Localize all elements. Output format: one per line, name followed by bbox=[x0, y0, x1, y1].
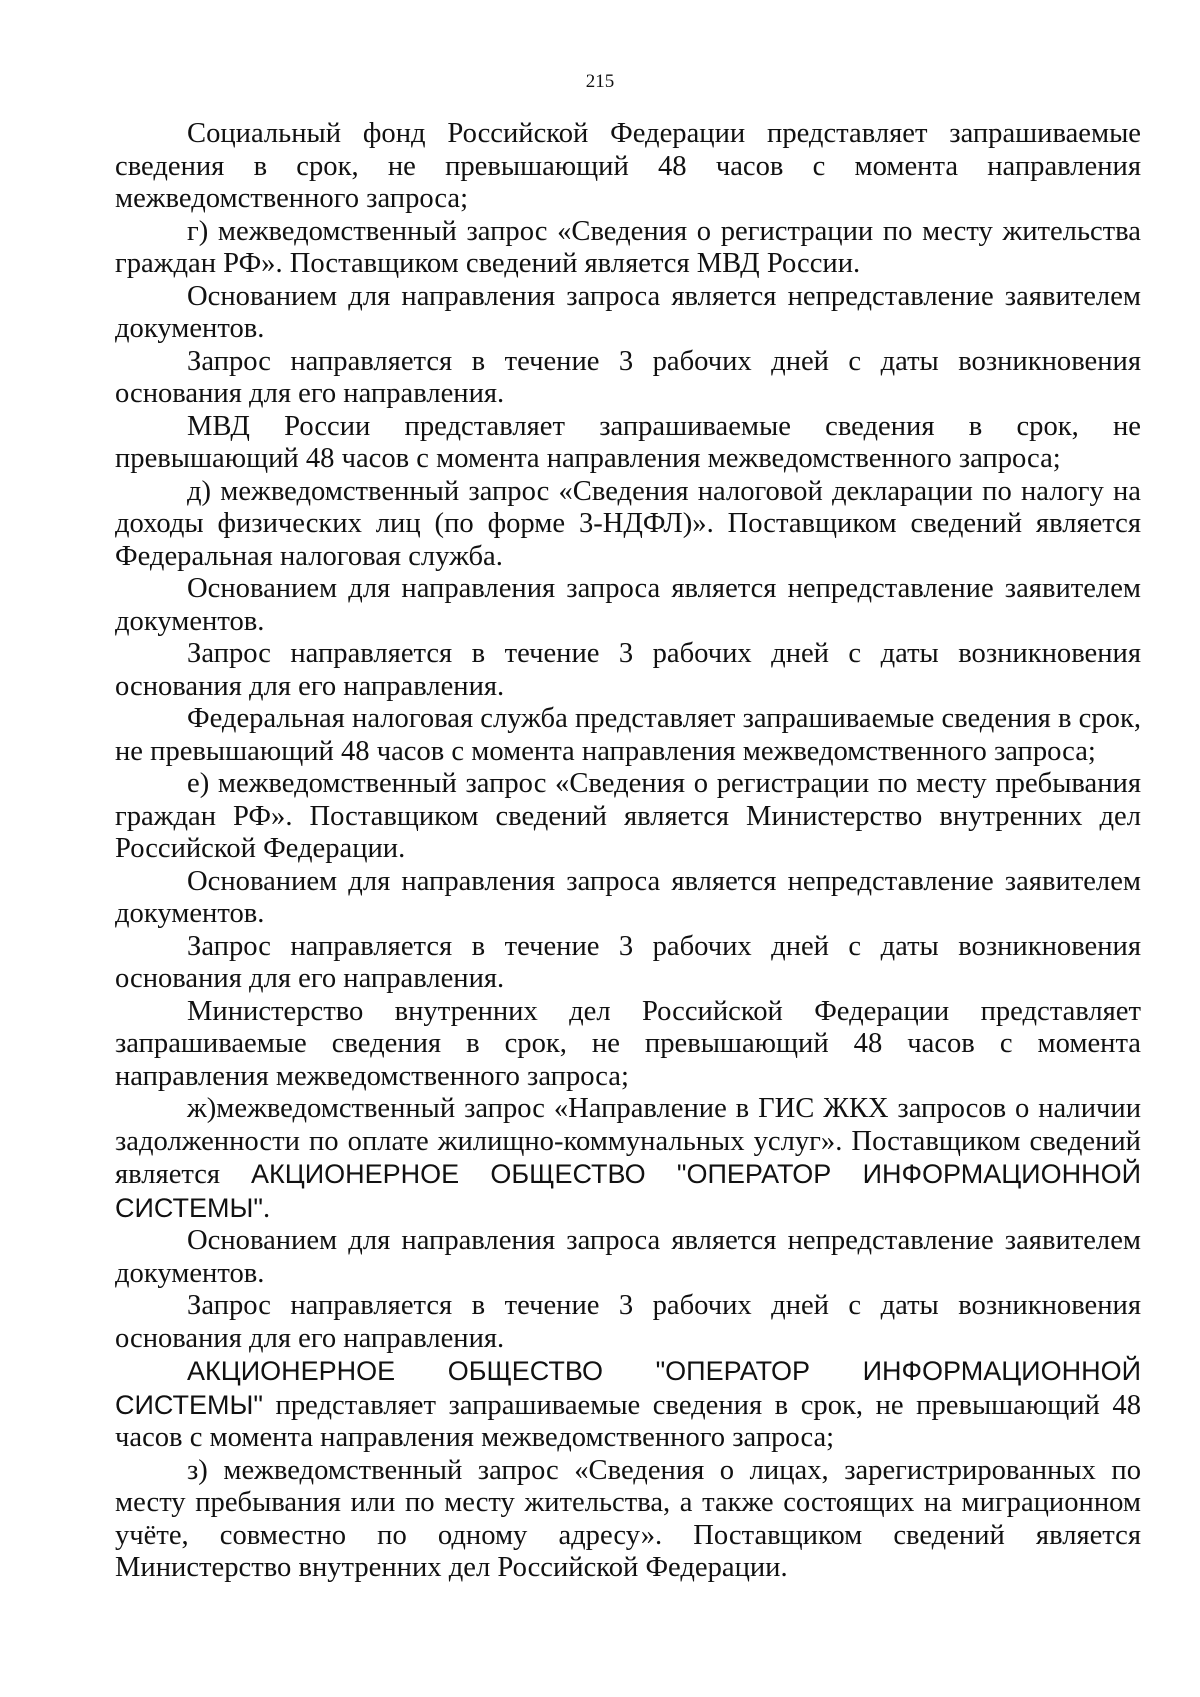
paragraph-request-d: д) межведомственный запрос «Сведения налоговой декларации по налогу на доходы физических лиц (по форме 3-НДФЛ)». Поставщиком сведений является Федеральная налоговая служба. bbox=[115, 475, 1141, 572]
operator-organization-name: АКЦИОНЕРНОЕ ОБЩЕСТВО "ОПЕРАТОР ИНФОРМАЦИОННОЙ СИСТЕМЫ" bbox=[115, 1356, 1141, 1420]
paragraph-request-g: г) межведомственный запрос «Сведения о регистрации по месту жительства граждан РФ». Поставщиком сведений является МВД России. bbox=[115, 215, 1141, 279]
paragraph-mvd-response: МВД России представляет запрашиваемые сведения в срок, не превышающий 48 часов с момента направления межведомственного запроса; bbox=[115, 410, 1141, 474]
paragraph-fns-response: Федеральная налоговая служба представляет запрашиваемые сведения в срок, не превышающий 48 часов с момента направления межведомственного запроса; bbox=[115, 703, 1141, 767]
paragraph-grounds: Основанием для направления запроса является непредставление заявителем документов. bbox=[115, 573, 1141, 637]
paragraph-deadline: Запрос направляется в течение 3 рабочих дней с даты возникновения основания для его направления. bbox=[115, 930, 1141, 994]
operator-response-text: представляет запрашиваемые сведения в срок, не превышающий 48 часов с момента направления межведомственного запроса; bbox=[115, 1389, 1141, 1453]
request-zh-end: . bbox=[263, 1192, 271, 1224]
operator-organization-name: АКЦИОНЕРНОЕ ОБЩЕСТВО "ОПЕРАТОР ИНФОРМАЦИОННОЙ СИСТЕМЫ" bbox=[115, 1159, 1141, 1223]
paragraph-grounds: Основанием для направления запроса является непредставление заявителем документов. bbox=[115, 280, 1141, 344]
paragraph-operator-response bbox=[115, 1355, 1141, 1455]
paragraph-request-e: е) межведомственный запрос «Сведения о регистрации по месту пребывания граждан РФ». Поставщиком сведений является Министерство внутренних дел Российской Федерации. bbox=[115, 768, 1141, 864]
paragraph-grounds: Основанием для направления запроса является непредставление заявителем документов. bbox=[115, 865, 1141, 929]
paragraph-social-fund-response: Социальный фонд Российской Федерации представляет запрашиваемые сведения в срок, не превышающий 48 часов с момента направления межведомственного запроса; bbox=[115, 118, 1141, 214]
page-number: 215 bbox=[585, 71, 615, 92]
paragraph-ministry-response: Министерство внутренних дел Российской Федерации представляет запрашиваемые сведения в срок, не превышающий 48 часов с момента направления межведомственного запроса; bbox=[115, 995, 1141, 1092]
request-zh-text: ж)межведомственный запрос «Направление в ГИС ЖКХ запросов о наличии задолженности по оплате жилищно-коммунальных услуг». Поставщиком сведений является bbox=[115, 1093, 1141, 1190]
paragraph-deadline: Запрос направляется в течение 3 рабочих дней с даты возникновения основания для его направления. bbox=[115, 345, 1141, 409]
paragraph-deadline: Запрос направляется в течение 3 рабочих дней с даты возникновения основания для его направления. bbox=[115, 1290, 1141, 1354]
paragraph-deadline: Запрос направляется в течение 3 рабочих дней с даты возникновения основания для его направления. bbox=[115, 638, 1141, 702]
document-body bbox=[115, 118, 1141, 1585]
paragraph-grounds: Основанием для направления запроса является непредставление заявителем документов. bbox=[115, 1225, 1141, 1289]
paragraph-request-z: з) межведомственный запрос «Сведения о лицах, зарегистрированных по месту пребывания или по месту жительства, а также состоящих на миграционном учёте, совместно по одному адресу». Поставщиком сведений является Министерство внутренних дел Российской Федерации. bbox=[115, 1454, 1141, 1583]
paragraph-request-zh bbox=[115, 1093, 1141, 1225]
